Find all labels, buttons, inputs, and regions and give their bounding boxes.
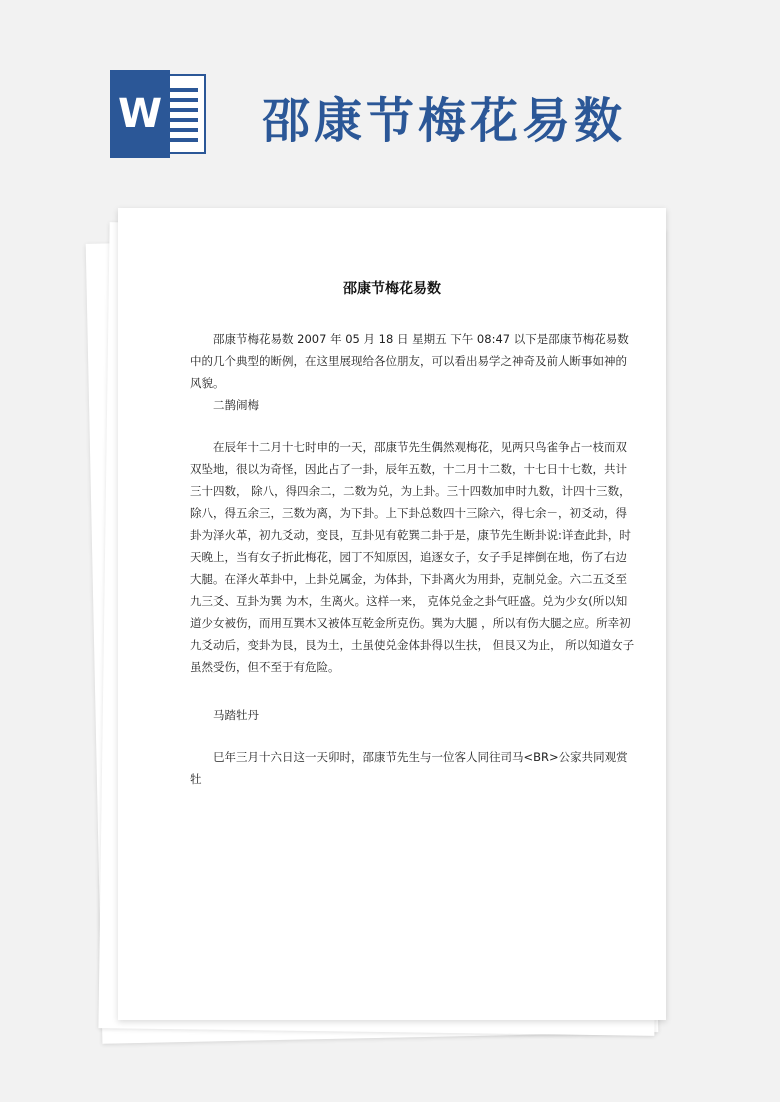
section-body-2: 巳年三月十六日这一天卯时，邵康节先生与一位客人同往司马<BR>公家共同观赏牡 xyxy=(190,750,628,786)
intro-paragraph: 邵康节梅花易数 2007 年 05 月 18 日 星期五 下午 08:47 以下是邵康节梅花易数中的几个典型的断例，在这里展现给各位朋友，可以看出易学之神奇及前人断事如神的风貌。 xyxy=(190,332,629,390)
page-title: 邵康节梅花易数 xyxy=(262,93,627,149)
word-icon-letter: W xyxy=(110,70,170,158)
section-heading-2: 马踏牡丹 xyxy=(213,708,259,722)
section-heading-1: 二鹊闹梅 xyxy=(213,398,259,412)
page-header xyxy=(0,0,780,200)
word-document-icon xyxy=(110,70,206,158)
document-title: 邵康节梅花易数 xyxy=(343,281,441,297)
document-page xyxy=(118,208,666,1020)
section-body-1: 在辰年十二月十七时申的一天，邵康节先生偶然观梅花，见两只鸟雀争占一枝而双双坠地，很以为奇怪，因此占了一卦，辰年五数，十二月十二数，十七日十七数，共计三十四数， 除八，得四余二，二数为兑，为上卦。三十四数加申时九数，计四十三数，除八，得五余三，三数为离，为下卦。上下卦总数四十三除六，得七余－，初爻动，得卦为泽火革，初九爻动，变艮，互卦见有乾巽二卦于是，康节先生断卦说:详查此卦，时天晚上，当有女子折此梅花，园丁不知原因，追逐女子，女子手足摔倒在地，伤了右边大腿。在泽火革卦中，上卦兑属金，为体卦，下卦离火为用卦，克制兑金。六二五爻至九三爻、互卦为巽 为木，生离火。这样一来， 克体兑金之卦气旺盛。兑为少女(所以知道少女被伤，而用互巽木又被体互乾金所克伤。巽为大腿 ，所以有伤大腿之应。所幸初九爻动后，变卦为艮，艮为土，土虽使兑金体卦得以生扶， 但艮又为止， 所以知道女子虽然受伤，但不至于有危险。 xyxy=(190,440,635,674)
